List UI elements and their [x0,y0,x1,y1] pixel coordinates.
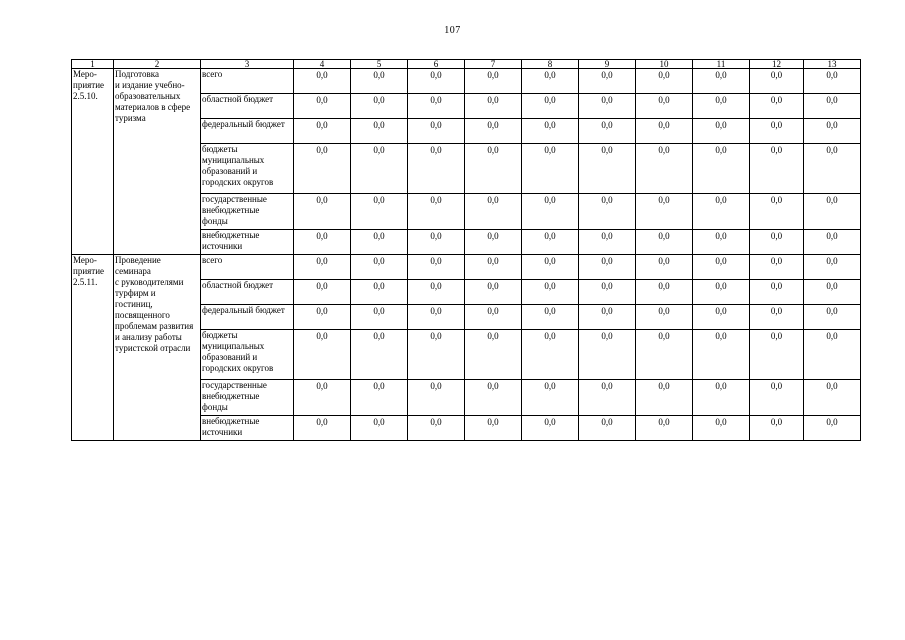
column-header: 12 [750,60,804,69]
activity-name-line: Подготовка [115,69,159,79]
value-cell: 0,0 [522,280,579,305]
funding-source-cell [201,416,294,441]
funding-source-cell [201,144,294,194]
value-cell: 0,0 [693,194,750,230]
value-cell: 0,0 [351,255,408,280]
value-cell: 0,0 [804,144,861,194]
value-cell: 0,0 [294,305,351,330]
value-cell: 0,0 [408,94,465,119]
funding-source-line: городских округов [202,177,274,187]
value-cell: 0,0 [408,194,465,230]
value-cell: 0,0 [408,280,465,305]
value-cell: 0,0 [522,416,579,441]
value-cell: 0,0 [750,380,804,416]
value-cell: 0,0 [579,255,636,280]
value-cell: 0,0 [804,416,861,441]
activity-name-line: с руководителями [115,277,184,287]
value-cell: 0,0 [636,94,693,119]
activity-name-line: гостиниц, [115,299,153,309]
activity-name-line: посвященного [115,310,170,320]
value-cell: 0,0 [579,230,636,255]
value-cell: 0,0 [465,380,522,416]
value-cell: 0,0 [465,69,522,94]
funding-source-cell [201,330,294,380]
value-cell: 0,0 [294,255,351,280]
column-header: 2 [114,60,201,69]
value-cell: 0,0 [636,255,693,280]
value-cell: 0,0 [408,144,465,194]
funding-source-cell [201,230,294,255]
value-cell: 0,0 [351,330,408,380]
funding-source-line: фонды [202,216,228,226]
value-cell: 0,0 [522,380,579,416]
activity-id-line: 2.5.10. [73,91,98,101]
value-cell: 0,0 [579,94,636,119]
value-cell: 0,0 [408,380,465,416]
column-number-row [72,60,861,69]
activity-name-line: турфирм и [115,288,156,298]
funding-source-line: городских округов [202,363,274,373]
column-header: 3 [201,60,294,69]
funding-source-cell [201,69,294,94]
column-header: 6 [408,60,465,69]
value-cell: 0,0 [522,230,579,255]
column-header: 9 [579,60,636,69]
budget-table [71,59,861,441]
column-header: 7 [465,60,522,69]
funding-source-line: государственные [202,194,267,204]
value-cell: 0,0 [804,69,861,94]
value-cell: 0,0 [636,380,693,416]
value-cell: 0,0 [408,119,465,144]
value-cell: 0,0 [693,119,750,144]
value-cell: 0,0 [522,255,579,280]
funding-source-cell [201,255,294,280]
activity-name-line: туризма [115,113,146,123]
value-cell: 0,0 [408,255,465,280]
value-cell: 0,0 [636,305,693,330]
value-cell: 0,0 [804,280,861,305]
value-cell: 0,0 [408,230,465,255]
funding-source-cell [201,380,294,416]
value-cell: 0,0 [408,305,465,330]
activity-id-line: Меро- [73,255,97,265]
value-cell: 0,0 [579,380,636,416]
value-cell: 0,0 [804,194,861,230]
value-cell: 0,0 [750,280,804,305]
activity-id-cell [72,255,114,441]
funding-source-line: всего [202,69,223,79]
value-cell: 0,0 [750,305,804,330]
value-cell: 0,0 [351,305,408,330]
value-cell: 0,0 [465,194,522,230]
table-row [72,69,861,94]
funding-source-cell [201,94,294,119]
funding-source-line: внебюджетные [202,230,260,240]
column-header: 5 [351,60,408,69]
value-cell: 0,0 [351,94,408,119]
column-header: 10 [636,60,693,69]
value-cell: 0,0 [693,416,750,441]
value-cell: 0,0 [579,416,636,441]
value-cell: 0,0 [693,280,750,305]
value-cell: 0,0 [465,94,522,119]
funding-source-line: муниципальных [202,341,265,351]
value-cell: 0,0 [294,230,351,255]
activity-id-line: приятие [73,80,105,90]
value-cell: 0,0 [408,330,465,380]
value-cell: 0,0 [804,230,861,255]
value-cell: 0,0 [636,194,693,230]
column-header: 4 [294,60,351,69]
value-cell: 0,0 [804,380,861,416]
funding-source-line: областной бюджет [202,94,274,104]
value-cell: 0,0 [693,69,750,94]
value-cell: 0,0 [465,230,522,255]
value-cell: 0,0 [294,69,351,94]
value-cell: 0,0 [522,305,579,330]
value-cell: 0,0 [294,330,351,380]
value-cell: 0,0 [750,69,804,94]
value-cell: 0,0 [636,280,693,305]
value-cell: 0,0 [522,119,579,144]
value-cell: 0,0 [750,416,804,441]
activity-id-line: приятие [73,266,105,276]
activity-name-line: туристской отрасли [115,343,191,353]
funding-source-line: образований и [202,352,258,362]
value-cell: 0,0 [522,94,579,119]
activity-name-line: и издание учебно- [115,80,185,90]
value-cell: 0,0 [351,69,408,94]
activity-name-line: семинара [115,266,151,276]
value-cell: 0,0 [522,194,579,230]
funding-source-line: бюджеты [202,144,238,154]
funding-source-line: внебюджетные [202,416,260,426]
column-header: 1 [72,60,114,69]
value-cell: 0,0 [750,144,804,194]
value-cell: 0,0 [294,119,351,144]
funding-source-line: государственные [202,380,267,390]
value-cell: 0,0 [804,119,861,144]
value-cell: 0,0 [579,330,636,380]
activity-id-cell [72,69,114,255]
value-cell: 0,0 [465,144,522,194]
funding-source-line: областной бюджет [202,280,274,290]
value-cell: 0,0 [636,69,693,94]
value-cell: 0,0 [465,280,522,305]
value-cell: 0,0 [294,194,351,230]
value-cell: 0,0 [351,119,408,144]
value-cell: 0,0 [693,330,750,380]
funding-source-line: фонды [202,402,228,412]
value-cell: 0,0 [294,94,351,119]
table-body [72,60,861,441]
value-cell: 0,0 [408,69,465,94]
funding-source-line: федеральный бюджет [202,305,285,315]
funding-source-line: внебюджетные [202,391,260,401]
column-header: 11 [693,60,750,69]
value-cell: 0,0 [750,230,804,255]
funding-source-line: образований и [202,166,258,176]
funding-source-line: источники [202,427,243,437]
funding-source-line: внебюджетные [202,205,260,215]
value-cell: 0,0 [804,330,861,380]
value-cell: 0,0 [750,94,804,119]
value-cell: 0,0 [294,144,351,194]
value-cell: 0,0 [693,305,750,330]
value-cell: 0,0 [522,330,579,380]
value-cell: 0,0 [693,144,750,194]
value-cell: 0,0 [351,144,408,194]
value-cell: 0,0 [750,255,804,280]
value-cell: 0,0 [465,305,522,330]
value-cell: 0,0 [465,119,522,144]
value-cell: 0,0 [750,330,804,380]
value-cell: 0,0 [636,416,693,441]
value-cell: 0,0 [804,305,861,330]
activity-name-line: Проведение [115,255,161,265]
value-cell: 0,0 [750,119,804,144]
value-cell: 0,0 [693,255,750,280]
activity-name-cell [114,69,201,255]
activity-name-line: и анализу работы [115,332,182,342]
value-cell: 0,0 [579,144,636,194]
value-cell: 0,0 [351,194,408,230]
value-cell: 0,0 [522,144,579,194]
funding-source-line: федеральный бюджет [202,119,285,129]
table-row [72,255,861,280]
value-cell: 0,0 [636,330,693,380]
funding-source-cell [201,119,294,144]
value-cell: 0,0 [294,416,351,441]
funding-source-cell [201,194,294,230]
column-header: 13 [804,60,861,69]
funding-source-line: источники [202,241,243,251]
value-cell: 0,0 [522,69,579,94]
value-cell: 0,0 [408,416,465,441]
funding-source-line: муниципальных [202,155,265,165]
value-cell: 0,0 [294,280,351,305]
activity-name-line: проблемам развития [115,321,194,331]
value-cell: 0,0 [579,280,636,305]
value-cell: 0,0 [351,280,408,305]
column-header: 8 [522,60,579,69]
value-cell: 0,0 [579,305,636,330]
value-cell: 0,0 [804,94,861,119]
activity-name-line: образовательных [115,91,181,101]
value-cell: 0,0 [579,194,636,230]
activity-id-line: Меро- [73,69,97,79]
value-cell: 0,0 [693,380,750,416]
activity-name-line: материалов в сфере [115,102,191,112]
activity-name-cell [114,255,201,441]
page-number: 107 [444,25,461,36]
value-cell: 0,0 [804,255,861,280]
value-cell: 0,0 [465,330,522,380]
value-cell: 0,0 [636,144,693,194]
value-cell: 0,0 [351,380,408,416]
value-cell: 0,0 [465,416,522,441]
value-cell: 0,0 [750,194,804,230]
funding-source-cell [201,305,294,330]
funding-source-cell [201,280,294,305]
value-cell: 0,0 [294,380,351,416]
value-cell: 0,0 [636,119,693,144]
value-cell: 0,0 [465,255,522,280]
activity-id-line: 2.5.11. [73,277,98,287]
value-cell: 0,0 [693,230,750,255]
funding-source-line: всего [202,255,223,265]
value-cell: 0,0 [693,94,750,119]
value-cell: 0,0 [579,119,636,144]
value-cell: 0,0 [636,230,693,255]
funding-source-line: бюджеты [202,330,238,340]
value-cell: 0,0 [351,416,408,441]
value-cell: 0,0 [351,230,408,255]
value-cell: 0,0 [579,69,636,94]
